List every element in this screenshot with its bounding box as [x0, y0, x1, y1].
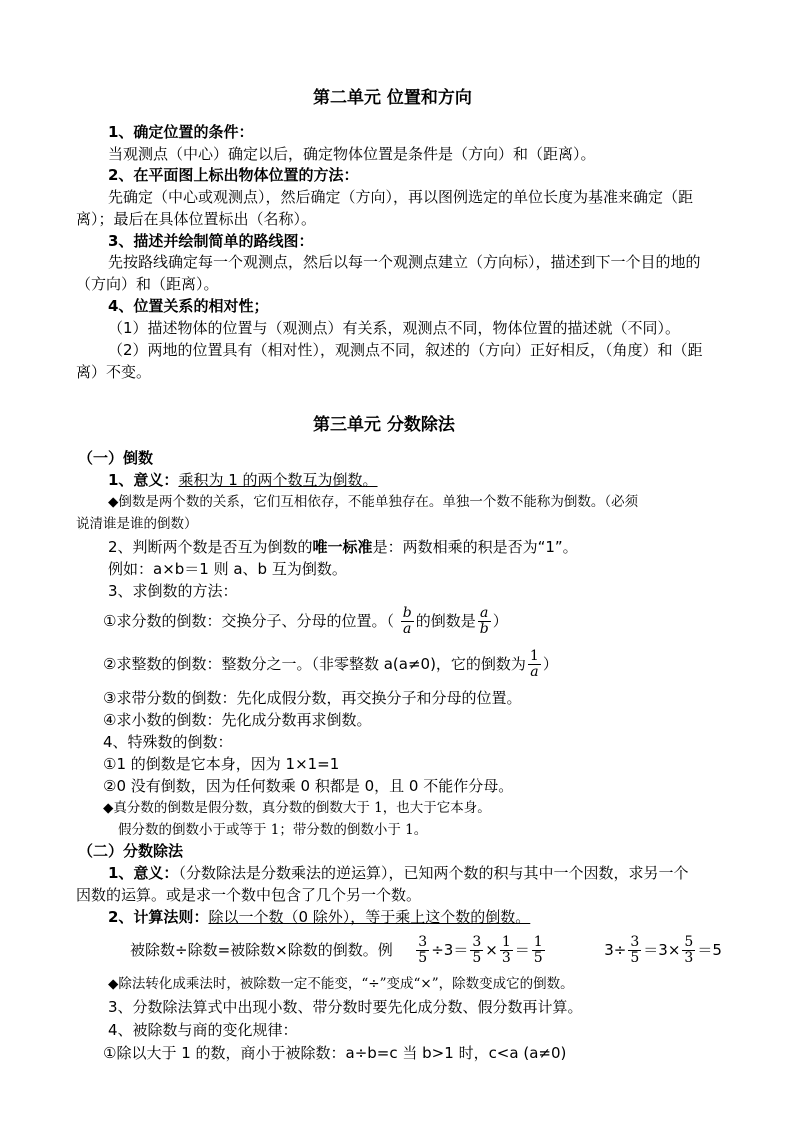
unit2-heading-4: 4、位置关系的相对性；	[108, 297, 269, 315]
unit2-heading-1: 1、确定位置的条件：	[108, 123, 254, 141]
division-meaning-label: 1、意义：	[108, 864, 179, 882]
criterion-pre: 2、判断两个数是否互为倒数的	[108, 538, 313, 556]
method-fraction	[103, 606, 508, 637]
section-division-heading: （二）分数除法	[78, 842, 184, 860]
section-reciprocal-heading: （一）倒数	[78, 449, 154, 467]
method-fraction-end: ）	[492, 612, 508, 630]
quotient-rule-heading: 4、被除数与商的变化规律：	[108, 1021, 298, 1039]
unit2-title: 第二单元 位置和方向	[313, 88, 472, 108]
method-integer	[103, 649, 558, 680]
ex1-div3: ÷3＝	[431, 941, 469, 959]
quotient-rule-1: ①除以大于 1 的数，商小于被除数：a÷b=c 当 b>1 时，c<a (a≠0)	[103, 1044, 567, 1062]
ex1-frac-1-5: $\frac{1}{5}$	[533, 934, 543, 966]
special-heading: 4、特殊数的倒数：	[103, 733, 233, 751]
special-one: ①1 的倒数是它本身，因为 1×1=1	[103, 755, 340, 773]
method-fraction-mid: 的倒数是	[415, 612, 476, 630]
method-integer-end: ）	[542, 655, 558, 673]
unit2-para-5a: （2）两地的位置具有（相对性），观测点不同，叙述的（方向）正好相反，（角度）和（距	[108, 341, 703, 359]
fraction-b-over-a: $\frac{b}{a}$	[402, 605, 412, 637]
ex2-frac-3-5: $\frac{3}{5}$	[630, 934, 640, 966]
reciprocal-note-b: 说清谁是谁的倒数）	[76, 516, 198, 532]
unit2-para-5b: 离）不变。	[76, 363, 152, 381]
reciprocal-note-a: ◆倒数是两个数的关系，它们互相依存，不能单独存在。单独一个数不能称为倒数。（必须	[108, 494, 639, 510]
unit2-para-3a: 先按路线确定每一个观测点，然后以每一个观测点建立（方向标），描述到下一个目的地的	[108, 253, 701, 271]
unit2-para-3b: （方向）和（距离）。	[76, 275, 219, 293]
reciprocal-method-heading: 3、求倒数的方法：	[108, 582, 238, 600]
unit2-para-4: （1）描述物体的位置与（观测点）有关系，观测点不同，物体位置的描述就（不同）。	[108, 319, 681, 337]
ex1-frac-3-5: $\frac{3}{5}$	[418, 934, 428, 966]
unit2-para-1: 当观测点（中心）确定以后，确定物体位置是条件是（方向）和（距离）。	[108, 145, 596, 163]
reciprocal-criterion	[108, 537, 578, 557]
unit2-heading-2: 2、在平面图上标出物体位置的方法：	[108, 166, 359, 184]
unit2-para-2a: 先确定（中心或观测点），然后确定（方向），再以图例选定的单位长度为基准来确定（距	[108, 188, 694, 206]
ex2-pre: 3÷	[604, 941, 627, 959]
division-rule-text: 除以一个数（0 除外），等于乘上这个数的倒数。	[208, 908, 531, 926]
division-meaning	[108, 863, 688, 883]
fraction-a-over-b: $\frac{a}{b}$	[479, 605, 489, 637]
fraction-1-over-a: $\frac{1}{a}$	[529, 648, 539, 680]
division-rule-label: 2、计算法则：	[108, 908, 209, 926]
division-formula-text: 被除数÷除数=被除数×除数的倒数。例	[130, 941, 393, 959]
method-fraction-text: ①求分数的倒数：交换分子、分母的位置。（	[103, 612, 394, 630]
reciprocal-meaning-text: 乘积为 1 的两个数互为倒数。	[178, 471, 378, 489]
ex1-times: ×	[485, 941, 498, 959]
ex2-end: ＝5	[697, 941, 722, 959]
ex1-frac-3-5b: $\frac{3}{5}$	[472, 934, 482, 966]
criterion-post: 是：两数相乘的积是否为“1”。	[372, 538, 578, 556]
division-meaning-b: 因数的运算。或是求一个数中包含了几个另一个数。	[76, 886, 422, 904]
unit3-title: 第三单元 分数除法	[313, 415, 455, 435]
division-formula	[130, 932, 722, 968]
special-note-a: ◆真分数的倒数是假分数，真分数的倒数大于 1，也大于它本身。	[103, 800, 491, 816]
division-mixed-note: 3、分数除法算式中出现小数、带分数时要先化成分数、假分数再计算。	[108, 998, 583, 1016]
ex1-eq: ＝	[514, 941, 530, 959]
method-mixed: ③求带分数的倒数：先化成假分数，再交换分子和分母的位置。	[103, 689, 522, 707]
special-note-b: 假分数的倒数小于或等于 1；带分数的倒数小于 1。	[118, 822, 428, 838]
unit2-para-2b: 离）；最后在具体位置标出（名称）。	[76, 210, 317, 228]
unit2-heading-3: 3、描述并绘制简单的路线图：	[108, 232, 314, 250]
reciprocal-example: 例如：a×b＝1 则 a、b 互为倒数。	[108, 560, 347, 578]
ex2-mid: ＝3×	[643, 941, 681, 959]
reciprocal-meaning-label: 1、意义：	[108, 471, 179, 489]
division-note: ◆除法转化成乘法时，被除数一定不能变，“÷”变成“×”，除数变成它的倒数。	[108, 976, 574, 992]
method-integer-text: ②求整数的倒数：整数分之一。（非零整数 a(a≠0)，它的倒数为	[103, 655, 526, 673]
criterion-bold: 唯一标准	[312, 538, 373, 556]
reciprocal-meaning	[108, 470, 378, 490]
special-zero: ②0 没有倒数，因为任何数乘 0 积都是 0，且 0 不能作分母。	[103, 777, 514, 795]
method-decimal: ④求小数的倒数：先化成分数再求倒数。	[103, 711, 372, 729]
division-meaning-text: （分数除法是分数乘法的逆运算），已知两个数的积与其中一个因数，求另一个	[178, 864, 689, 882]
ex2-frac-5-3: $\frac{5}{3}$	[684, 934, 694, 966]
division-rule	[108, 907, 530, 927]
ex1-frac-1-3: $\frac{1}{3}$	[501, 934, 511, 966]
